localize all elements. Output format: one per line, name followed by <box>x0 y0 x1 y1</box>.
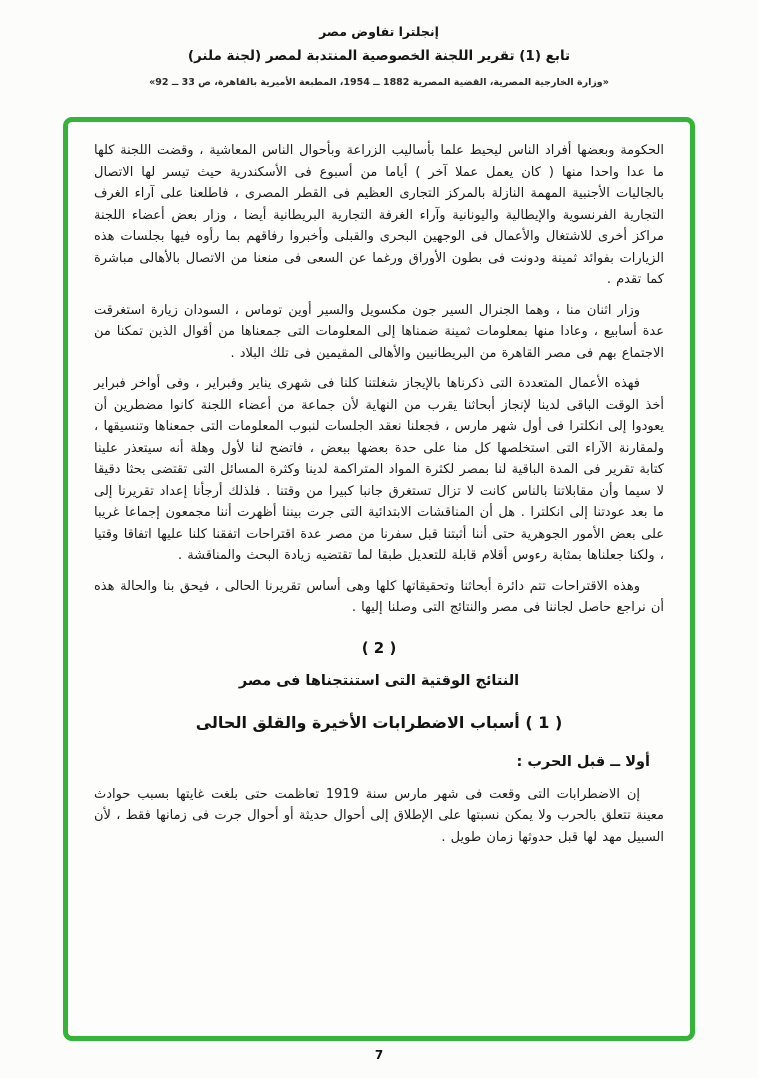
body-paragraph-3: فهذه الأعمال المتعددة التى ذكرناها بالإيجاز شغلتنا كلنا فى شهرى يناير وفبراير ، وفى أواخر فبراير أخذ الوقت الباقى لدينا لإنجاز أبحاثنا يقرب من النهاية لأن جماعة من أعضاء اللجنة كانوا مضطرين أن يعودوا إلى انكلترا فى أول شهر مارس ، فجعلنا نعقد الجلسات لنبوب المعلومات التى جمعناها وتنسيقها ، ولمقارنة الآراء التى استخلصها كل منا على حدة بعضها ببعض ، فاتضح لنا لأول وهلة أنه سيتعذر علينا كتابة تقرير فى المدة الباقية لنا بمصر لكثرة المواد المتراكمة لدينا وكثرة المسائل التى تقتضى بحثا دقيقا لا سيما وأن مقابلاتنا بالناس كانت لا تزال تستغرق جانبا كبيرا من وقتنا . فلذلك أرجأنا إعداد تقريرنا إلى ما بعد عودتنا إلى انكلترا . هل أن المناقشات الابتدائية التى جرت بيننا أظهرت أننا مجمعون إجماعا غريبا على بعض الأمور الجوهرية حتى أننا أثبتنا قبل سفرنا من مصر عدة اقتراحات اتفقنا كلنا عليها اتفاقا وقتيا ، ولكنا جعلناها بمثابة رءوس أقلام قابلة للتعديل طبقا لما تقتضيه زيادة البحث والمناقشة . <box>94 376 664 563</box>
document-citation: «وزارة الخارجية المصرية، القضية المصرية 1882 ــ 1954، المطبعة الأميرية بالقاهرة، ص 33 ــ 92» <box>149 77 609 88</box>
pre-war-heading: أولا ــ قبل الحرب : <box>516 753 650 770</box>
section-number: ( 2 ) <box>361 638 397 657</box>
body-paragraph-2: وزار اثنان منا ، وهما الجنرال السير جون مكسويل والسير أوين توماس ، السودان زيارة استغرقت عدة أسابيع ، وعادا منها بمعلومات ثمينة ضمناها إلى المعلومات التى جمعناها من أقوال الذين تمكنا من الاجتماع بهم فى مصر القاهرة من البريطانيين والأهالى المقيمين فى تلك البلاد . <box>94 302 664 361</box>
document-header <box>0 24 758 88</box>
section-title: النتائج الوقتية التى استنتجناها فى مصر <box>238 672 520 689</box>
text-frame <box>63 117 695 1041</box>
document-title: إنجلترا تفاوض مصر <box>319 24 439 39</box>
body-paragraph-4: وهذه الاقتراحات تتم دائرة أبحاثنا وتحقيقاتها كلها وهى أساس تقريرنا الحالى ، فيحق بنا والحالة هذه أن نراجع حاصل لجاننا فى مصر والنتائج التى وصلنا إليها . <box>94 578 664 615</box>
closing-paragraph: إن الاضطرابات التى وقعت فى شهر مارس سنة 1919 تعاظمت حتى بلغت غايتها بسبب حوادث معينة تتعلق بالحرب ولا يمكن نسبتها على الإطلاق إلى أحوال حديثة أو أحوال جرت فى زمانها فقط ، لأن السبيل مهد لها قبل حدوثها زمان طويل . <box>94 786 664 845</box>
page-number: 7 <box>374 1048 384 1062</box>
document-subtitle: تابع (1) تقرير اللجنة الخصوصية المنتدبة لمصر (لجنة ملنر) <box>187 48 571 64</box>
subsection-title: ( 1 ) أسباب الاضطرابات الأخيرة والقلق الحالى <box>195 712 563 732</box>
body-paragraph-1: الحكومة وبعضها أفراد الناس ليحيط علما بأساليب الزراعة وبأحوال الناس المعاشية ، وقضت اللجنة كلها ما عدا واحدا منها ( كان يعمل عملا آخر ) أياما من أسبوع فى الأسكندرية حيث تيسر لها الاتصال بالجاليات الأجنبية المهمة النازلة بالمركز التجارى العظيم فى القطر المصرى ، فاطلعنا على آراء الغرف التجارية الفرنسوية والإيطالية واليونانية وآراء الغرفة التجارية البريطانية أيضا ، وزار بعض أعضاء اللجنة مراكز أخرى للاشتغال والأعمال فى الوجهين البحرى والقبلى وأخبروا رفاقهم بما رأوه فيها بجلسات هذه الزيارات بفوائد ثمينة ودونت فى بطون الأوراق ورغما عن السعى فى منعنا من الاتصال بالأهالى مباشرة كما تقدم . <box>94 143 664 287</box>
